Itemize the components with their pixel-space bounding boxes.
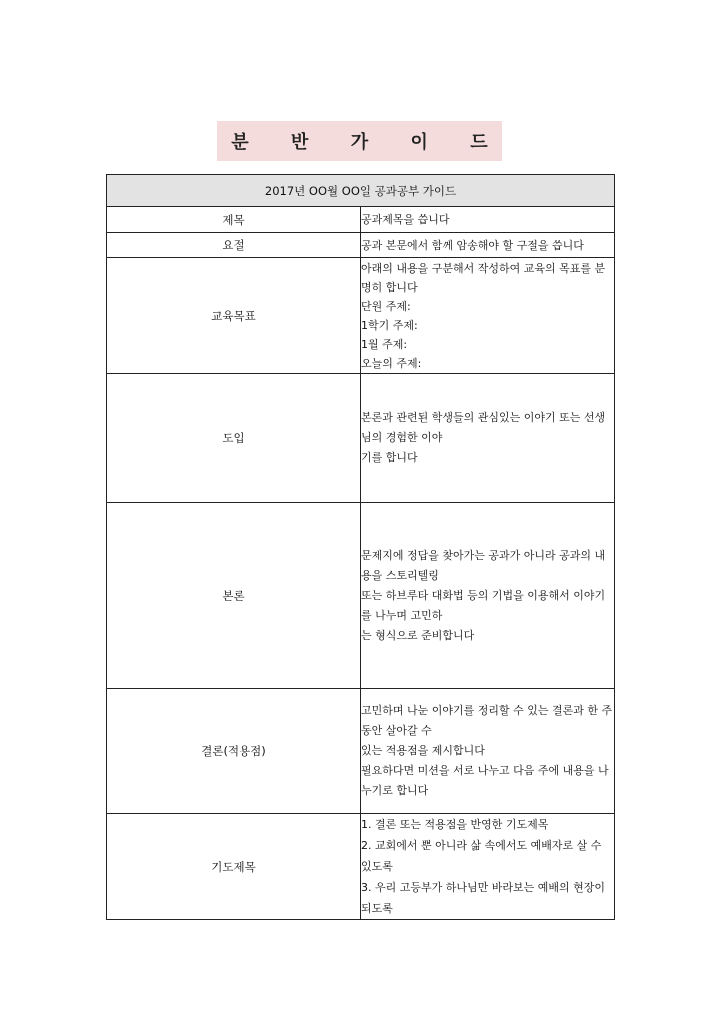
table-row <box>107 814 615 920</box>
content-line: 1월 주제: <box>361 338 408 351</box>
guide-table <box>106 174 615 920</box>
content-line: 있는 적용점을 제시합니다 <box>361 744 485 757</box>
row-content-title <box>361 207 615 233</box>
table-row <box>107 207 615 233</box>
row-label-title: 제목 <box>107 207 361 233</box>
content-line: 2. 교회에서 뿐 아니라 삶 속에서도 예배자로 살 수 있도록 <box>361 839 602 873</box>
row-label-intro: 도입 <box>107 374 361 503</box>
content-line: 또는 하브루타 대화법 등의 기법을 이용해서 이야기를 나누며 고민하 <box>361 588 606 622</box>
row-label-prayer: 기도제목 <box>107 814 361 920</box>
content-line: 문제지에 정답을 찾아가는 공과가 아니라 공과의 내용을 스토리텔링 <box>361 548 606 582</box>
content-line: 아래의 내용을 구분해서 작성하여 교육의 목표를 분명히 합니다 <box>361 262 606 294</box>
row-content-goal <box>361 258 615 374</box>
row-content-body <box>361 503 615 689</box>
content-line: 1학기 주제: <box>361 319 418 332</box>
row-label-body: 본론 <box>107 503 361 689</box>
table-row <box>107 374 615 503</box>
content-line: 는 형식으로 준비합니다 <box>361 628 475 642</box>
title-char: 가 <box>350 132 369 153</box>
table-header: 2017년 OO월 OO일 공과공부 가이드 <box>107 175 615 207</box>
table-row <box>107 258 615 374</box>
content-line: 공과 본문에서 함께 암송해야 할 구절을 씁니다 <box>361 238 584 252</box>
content-line: 단원 주제: <box>361 300 411 313</box>
content-line: 본론과 관련된 학생들의 관심있는 이야기 또는 선생님의 경험한 이야 <box>361 411 606 444</box>
content-line: 오늘의 주제: <box>361 357 422 370</box>
title-char: 분 <box>231 132 249 153</box>
table-row <box>107 233 615 258</box>
title-char: 이 <box>410 132 428 153</box>
page-title <box>217 121 502 161</box>
title-char: 반 <box>291 132 309 153</box>
content-line: 공과제목을 씁니다 <box>361 213 450 226</box>
content-line: 필요하다면 미션을 서로 나누고 다음 주에 내용을 나누기로 합니다 <box>361 764 609 797</box>
content-line: 기를 합니다 <box>361 451 418 464</box>
content-line: 고민하며 나눈 이야기를 정리할 수 있는 결론과 한 주동안 살아갈 수 <box>361 704 613 737</box>
table-row <box>107 689 615 814</box>
row-content-conclusion <box>361 689 615 814</box>
row-content-verse <box>361 233 615 258</box>
content-line: 3. 우리 고등부가 하나님만 바라보는 예배의 현장이 되도록 <box>361 881 605 915</box>
title-char: 드 <box>470 132 488 153</box>
table-row <box>107 503 615 689</box>
row-label-verse: 요절 <box>107 233 361 258</box>
row-content-prayer <box>361 814 615 920</box>
row-content-intro <box>361 374 615 503</box>
content-line: 1. 결론 또는 적용점을 반영한 기도제목 <box>361 818 549 831</box>
row-label-goal: 교육목표 <box>107 258 361 374</box>
row-label-conclusion: 결론(적용점) <box>107 689 361 814</box>
